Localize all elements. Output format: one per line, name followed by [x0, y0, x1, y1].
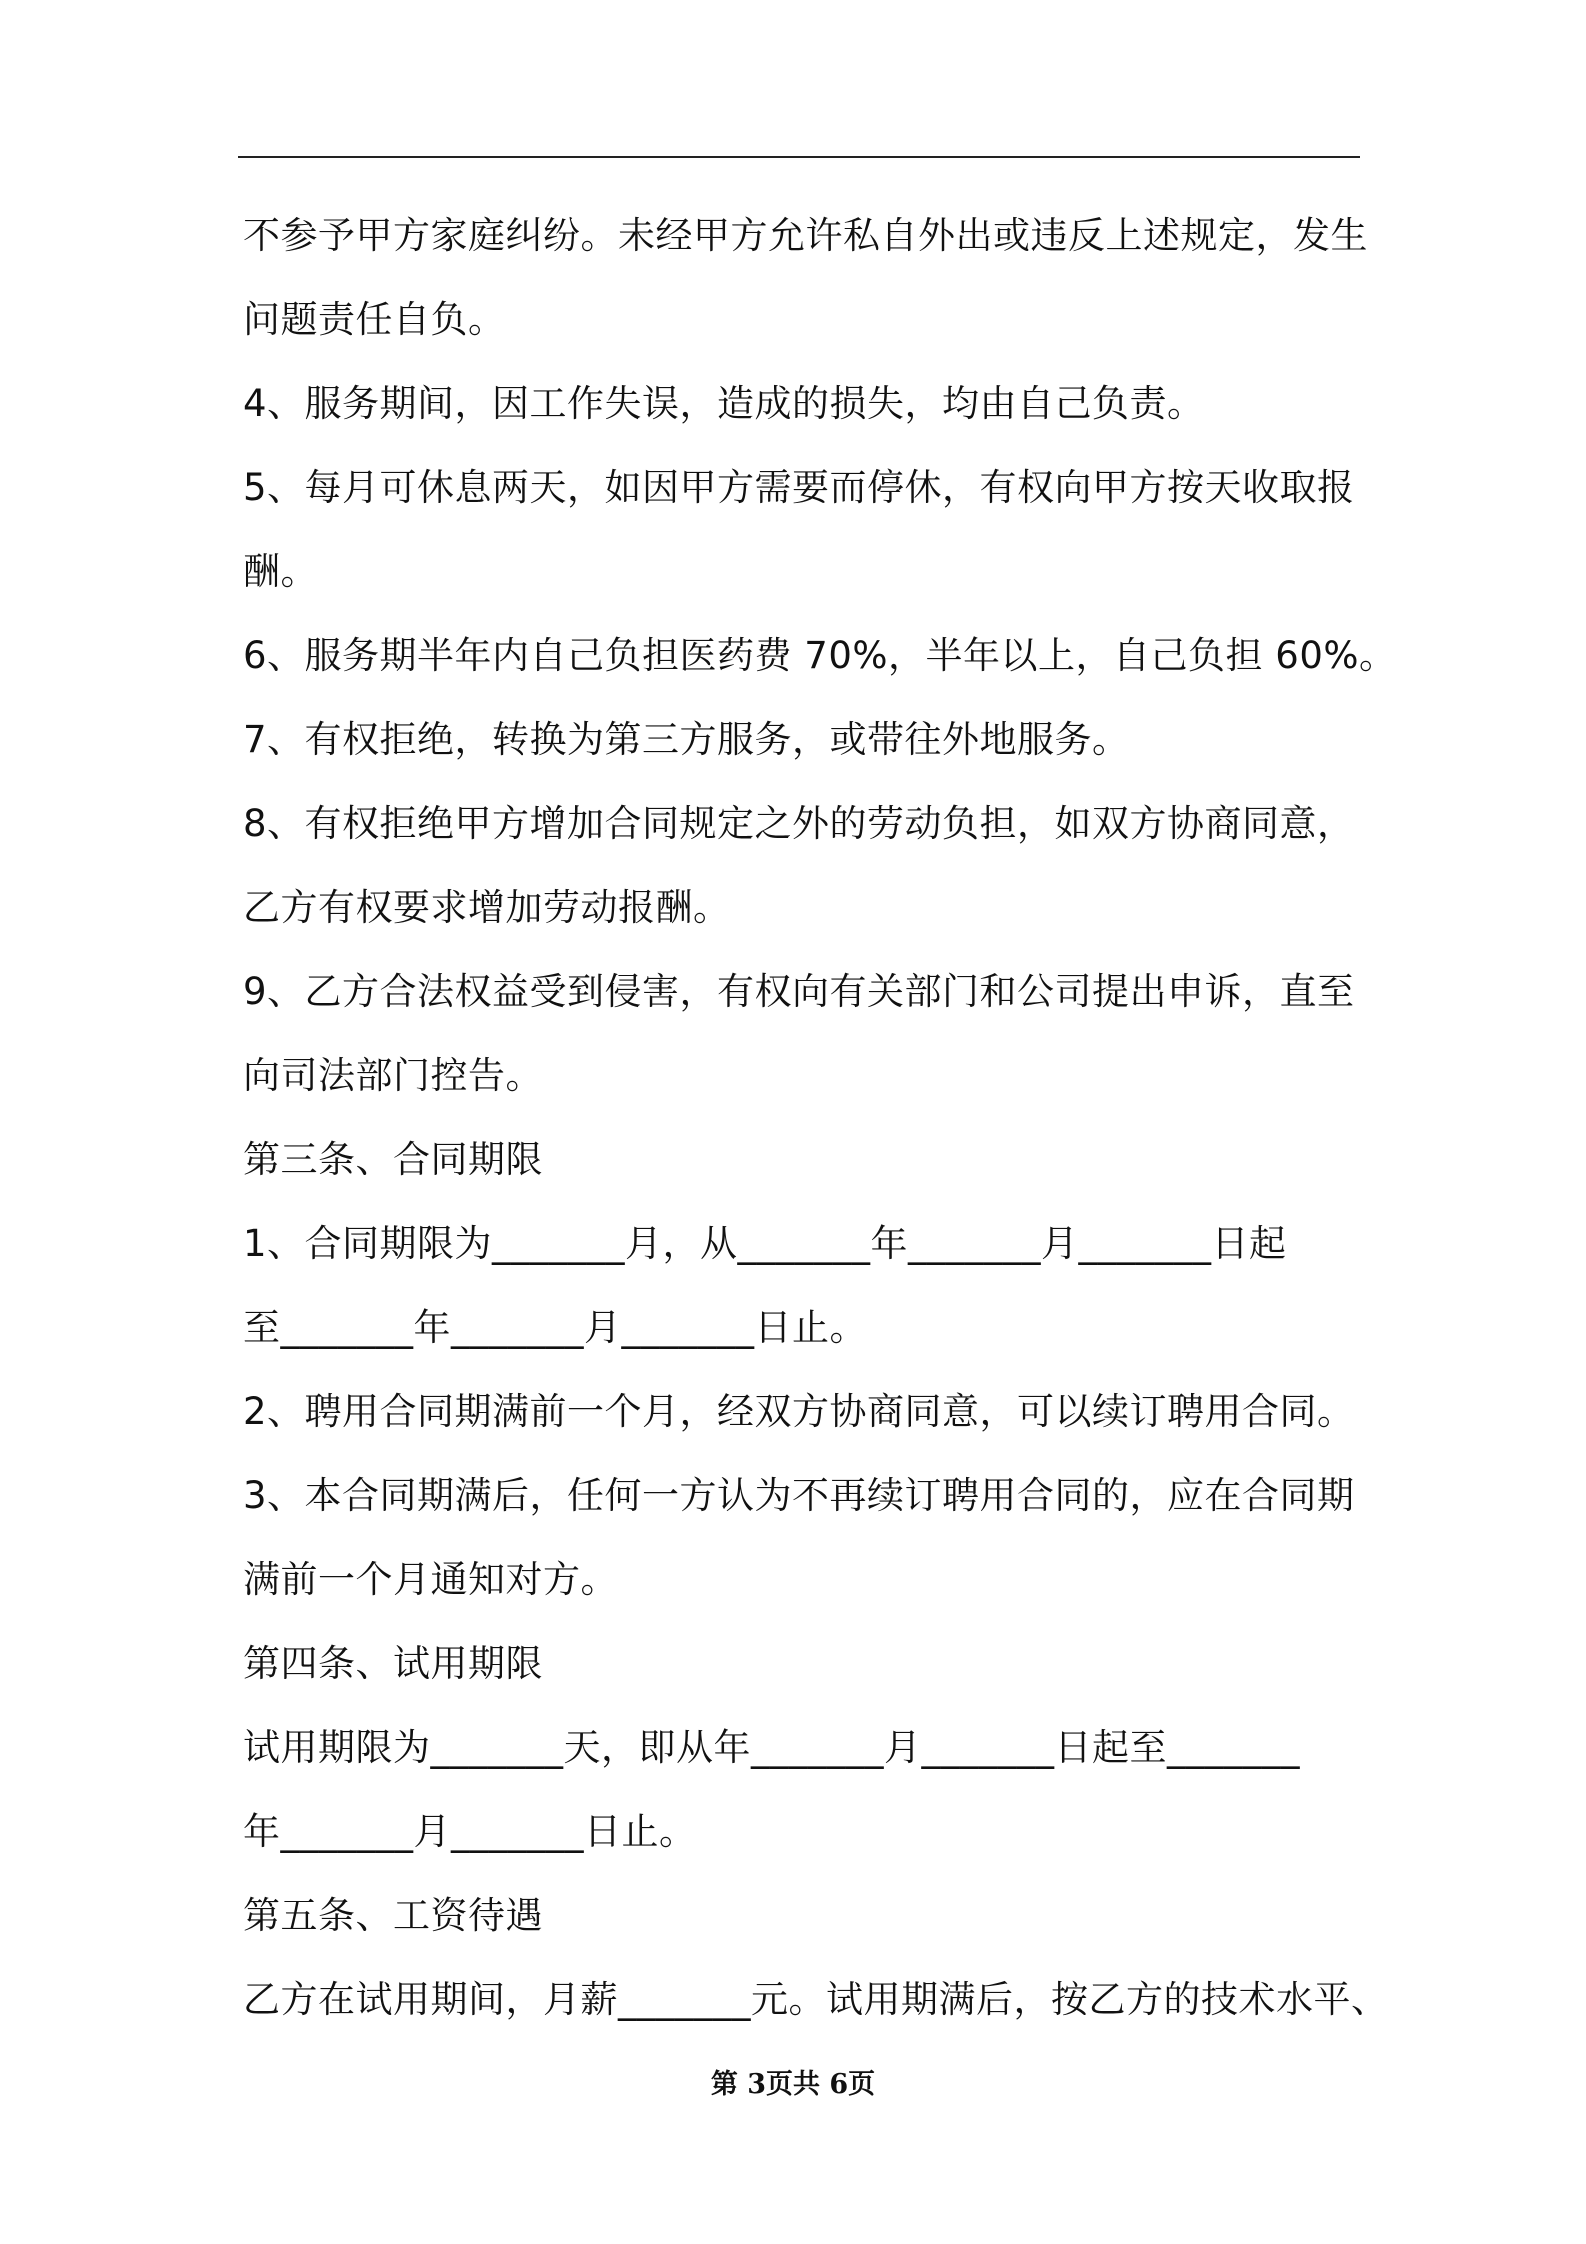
- text-line: 年_______月_______日止。: [243, 1810, 697, 1853]
- text-line: 3、本合同期满后，任何一方认为不再续订聘用合同的，应在合同期: [243, 1474, 1355, 1517]
- document-body: [243, 194, 1397, 2042]
- text-line: 不参予甲方家庭纠纷。未经甲方允许私自外出或违反上述规定，发生: [243, 214, 1368, 257]
- header-rule: [238, 156, 1360, 158]
- text-line: 至_______年_______月_______日止。: [243, 1306, 867, 1349]
- text-line: 满前一个月通知对方。: [243, 1558, 618, 1601]
- text-line: 8、有权拒绝甲方增加合同规定之外的劳动负担，如双方协商同意，: [243, 802, 1355, 845]
- text-line: 4、服务期间，因工作失误，造成的损失，均由自己负责。: [243, 382, 1205, 425]
- text-line: 5、每月可休息两天，如因甲方需要而停休，有权向甲方按天收取报: [243, 466, 1355, 509]
- text-line: 乙方有权要求增加劳动报酬。: [243, 886, 731, 929]
- text-line: 酬。: [243, 550, 318, 593]
- text-line: 6、服务期半年内自己负担医药费 70%，半年以上，自己负担 60%。: [243, 634, 1397, 677]
- text-line: 乙方在试用期间，月薪_______元。试用期满后，按乙方的技术水平、: [243, 1978, 1389, 2021]
- section-heading: 第五条、工资待遇: [243, 1894, 543, 1937]
- text-line: 试用期限为_______天，即从年_______月_______日起至_______: [243, 1726, 1300, 1769]
- text-line: 7、有权拒绝，转换为第三方服务，或带往外地服务。: [243, 718, 1130, 761]
- section-heading: 第三条、合同期限: [243, 1138, 543, 1181]
- text-line: 1、合同期限为_______月，从_______年_______月_______日起: [243, 1222, 1287, 1265]
- page-number: 第 3页共 6页: [710, 2069, 876, 2100]
- text-line: 2、聘用合同期满前一个月，经双方协商同意，可以续订聘用合同。: [243, 1390, 1355, 1433]
- text-line: 问题责任自负。: [243, 298, 506, 341]
- text-line: 向司法部门控告。: [243, 1054, 543, 1097]
- section-heading: 第四条、试用期限: [243, 1642, 543, 1685]
- text-line: 9、乙方合法权益受到侵害，有权向有关部门和公司提出申诉，直至: [243, 970, 1355, 1013]
